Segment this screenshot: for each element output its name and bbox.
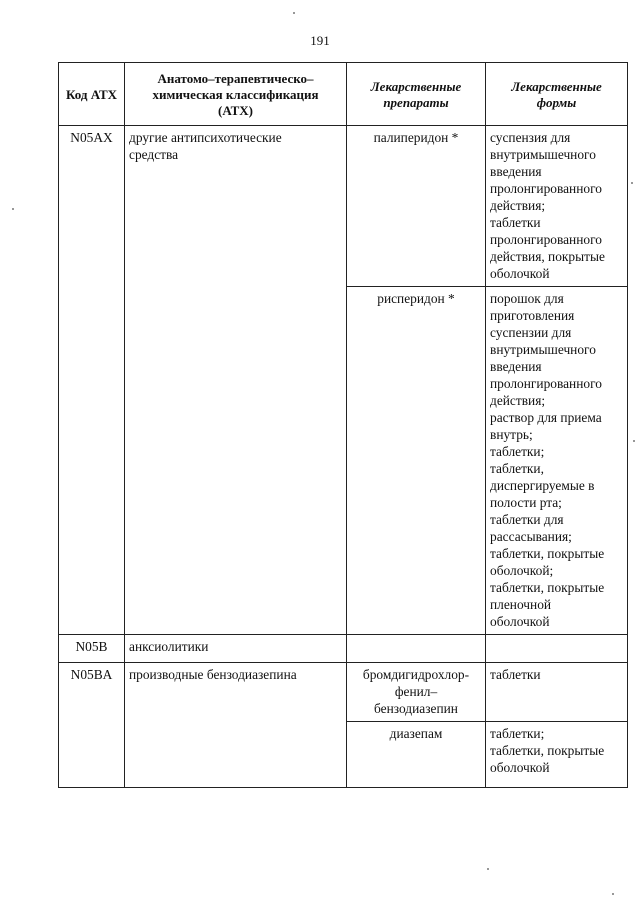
- form-line: действия, покрытые: [490, 249, 605, 264]
- drug-cell: [347, 287, 486, 635]
- header-code-label: Код АТХ: [65, 87, 118, 102]
- drug-cell: [347, 663, 486, 722]
- form-line: пролонгированного: [490, 232, 602, 247]
- page-number: 191: [310, 33, 330, 48]
- atx-code: N05B: [75, 639, 108, 654]
- form-line: раствор для приема: [490, 410, 602, 425]
- classification-cell: [125, 635, 347, 663]
- drug-cell: [347, 722, 486, 788]
- atx-code-cell: [59, 635, 125, 663]
- scan-speck: [293, 12, 295, 14]
- atx-code-cell: [59, 663, 125, 788]
- header-drugs-line2: препараты: [383, 95, 449, 110]
- scan-speck: [487, 868, 489, 870]
- atx-classification-table: [58, 62, 628, 788]
- drug-name-line1: бромдигидрохлор-: [362, 667, 470, 682]
- header-drugs-line1: Лекарственные: [370, 79, 462, 94]
- scan-speck: [631, 182, 633, 184]
- form-line: действия;: [490, 393, 546, 408]
- header-classification-line2: химическая классификация: [152, 87, 319, 102]
- scan-speck: [12, 208, 14, 210]
- forms-cell: [486, 722, 628, 788]
- form-line: внутримышечного: [490, 147, 596, 162]
- classification-text: производные бензодиазепина: [129, 667, 297, 682]
- table-row: [59, 126, 628, 287]
- form-line: оболочкой;: [490, 563, 554, 578]
- header-classification: [125, 63, 347, 126]
- form-line: диспергируемые в: [490, 478, 595, 493]
- form-line: внутрь;: [490, 427, 533, 442]
- classification-line1: другие антипсихотические: [129, 130, 282, 145]
- classification-text: анксиолитики: [129, 639, 209, 654]
- scan-speck: [612, 893, 614, 895]
- form-line: таблетки, покрытые: [490, 743, 605, 758]
- classification-line2: средства: [129, 147, 179, 162]
- header-forms: [486, 63, 628, 126]
- header-classification-line3: (АТХ): [218, 103, 253, 118]
- form-line: таблетки;: [490, 726, 545, 741]
- form-line: суспензии для: [490, 325, 572, 340]
- form-line: пролонгированного: [490, 376, 602, 391]
- form-line: введения: [490, 359, 542, 374]
- form-line: таблетки, покрытые: [490, 546, 605, 561]
- form-line: таблетки;: [490, 444, 545, 459]
- form-line: таблетки, покрытые: [490, 580, 605, 595]
- form-line: оболочкой: [490, 266, 550, 281]
- form-line: таблетки: [490, 667, 541, 682]
- atx-code: N05BA: [70, 667, 113, 682]
- classification-cell: [125, 126, 347, 635]
- header-drugs: [347, 63, 486, 126]
- header-code: [59, 63, 125, 126]
- header-forms-line2: формы: [536, 95, 577, 110]
- drug-cell: [347, 126, 486, 287]
- table-row: [59, 663, 628, 722]
- form-line: оболочкой: [490, 760, 550, 775]
- atx-code: N05AX: [70, 130, 113, 145]
- form-line: рассасывания;: [490, 529, 572, 544]
- form-line: оболочкой: [490, 614, 550, 629]
- classification-cell: [125, 663, 347, 788]
- form-line: суспензия для: [490, 130, 571, 145]
- header-forms-line1: Лекарственные: [511, 79, 602, 94]
- form-line: пленочной: [490, 597, 552, 612]
- form-line: приготовления: [490, 308, 575, 323]
- form-line: полости рта;: [490, 495, 562, 510]
- table-row: [59, 635, 628, 663]
- drug-cell: [347, 635, 486, 663]
- forms-cell: [486, 126, 628, 287]
- form-line: таблетки: [490, 215, 541, 230]
- forms-cell: [486, 287, 628, 635]
- form-line: порошок для: [490, 291, 564, 306]
- form-line: таблетки,: [490, 461, 544, 476]
- form-line: пролонгированного: [490, 181, 602, 196]
- drug-name-line2: фенил–: [394, 684, 438, 699]
- forms-cell: [486, 635, 628, 663]
- drug-name: диазепам: [389, 726, 443, 741]
- scan-speck: [633, 440, 635, 442]
- header-classification-line1: Анатомо–терапевтическо–: [157, 71, 314, 86]
- form-line: внутримышечного: [490, 342, 596, 357]
- table-header-row: [59, 63, 628, 126]
- forms-cell: [486, 663, 628, 722]
- form-line: введения: [490, 164, 542, 179]
- drug-name: рисперидон *: [377, 291, 455, 306]
- drug-name-line3: бензодиазепин: [374, 701, 458, 716]
- drug-name: палиперидон *: [373, 130, 459, 145]
- form-line: таблетки для: [490, 512, 564, 527]
- form-line: действия;: [490, 198, 546, 213]
- atx-code-cell: [59, 126, 125, 635]
